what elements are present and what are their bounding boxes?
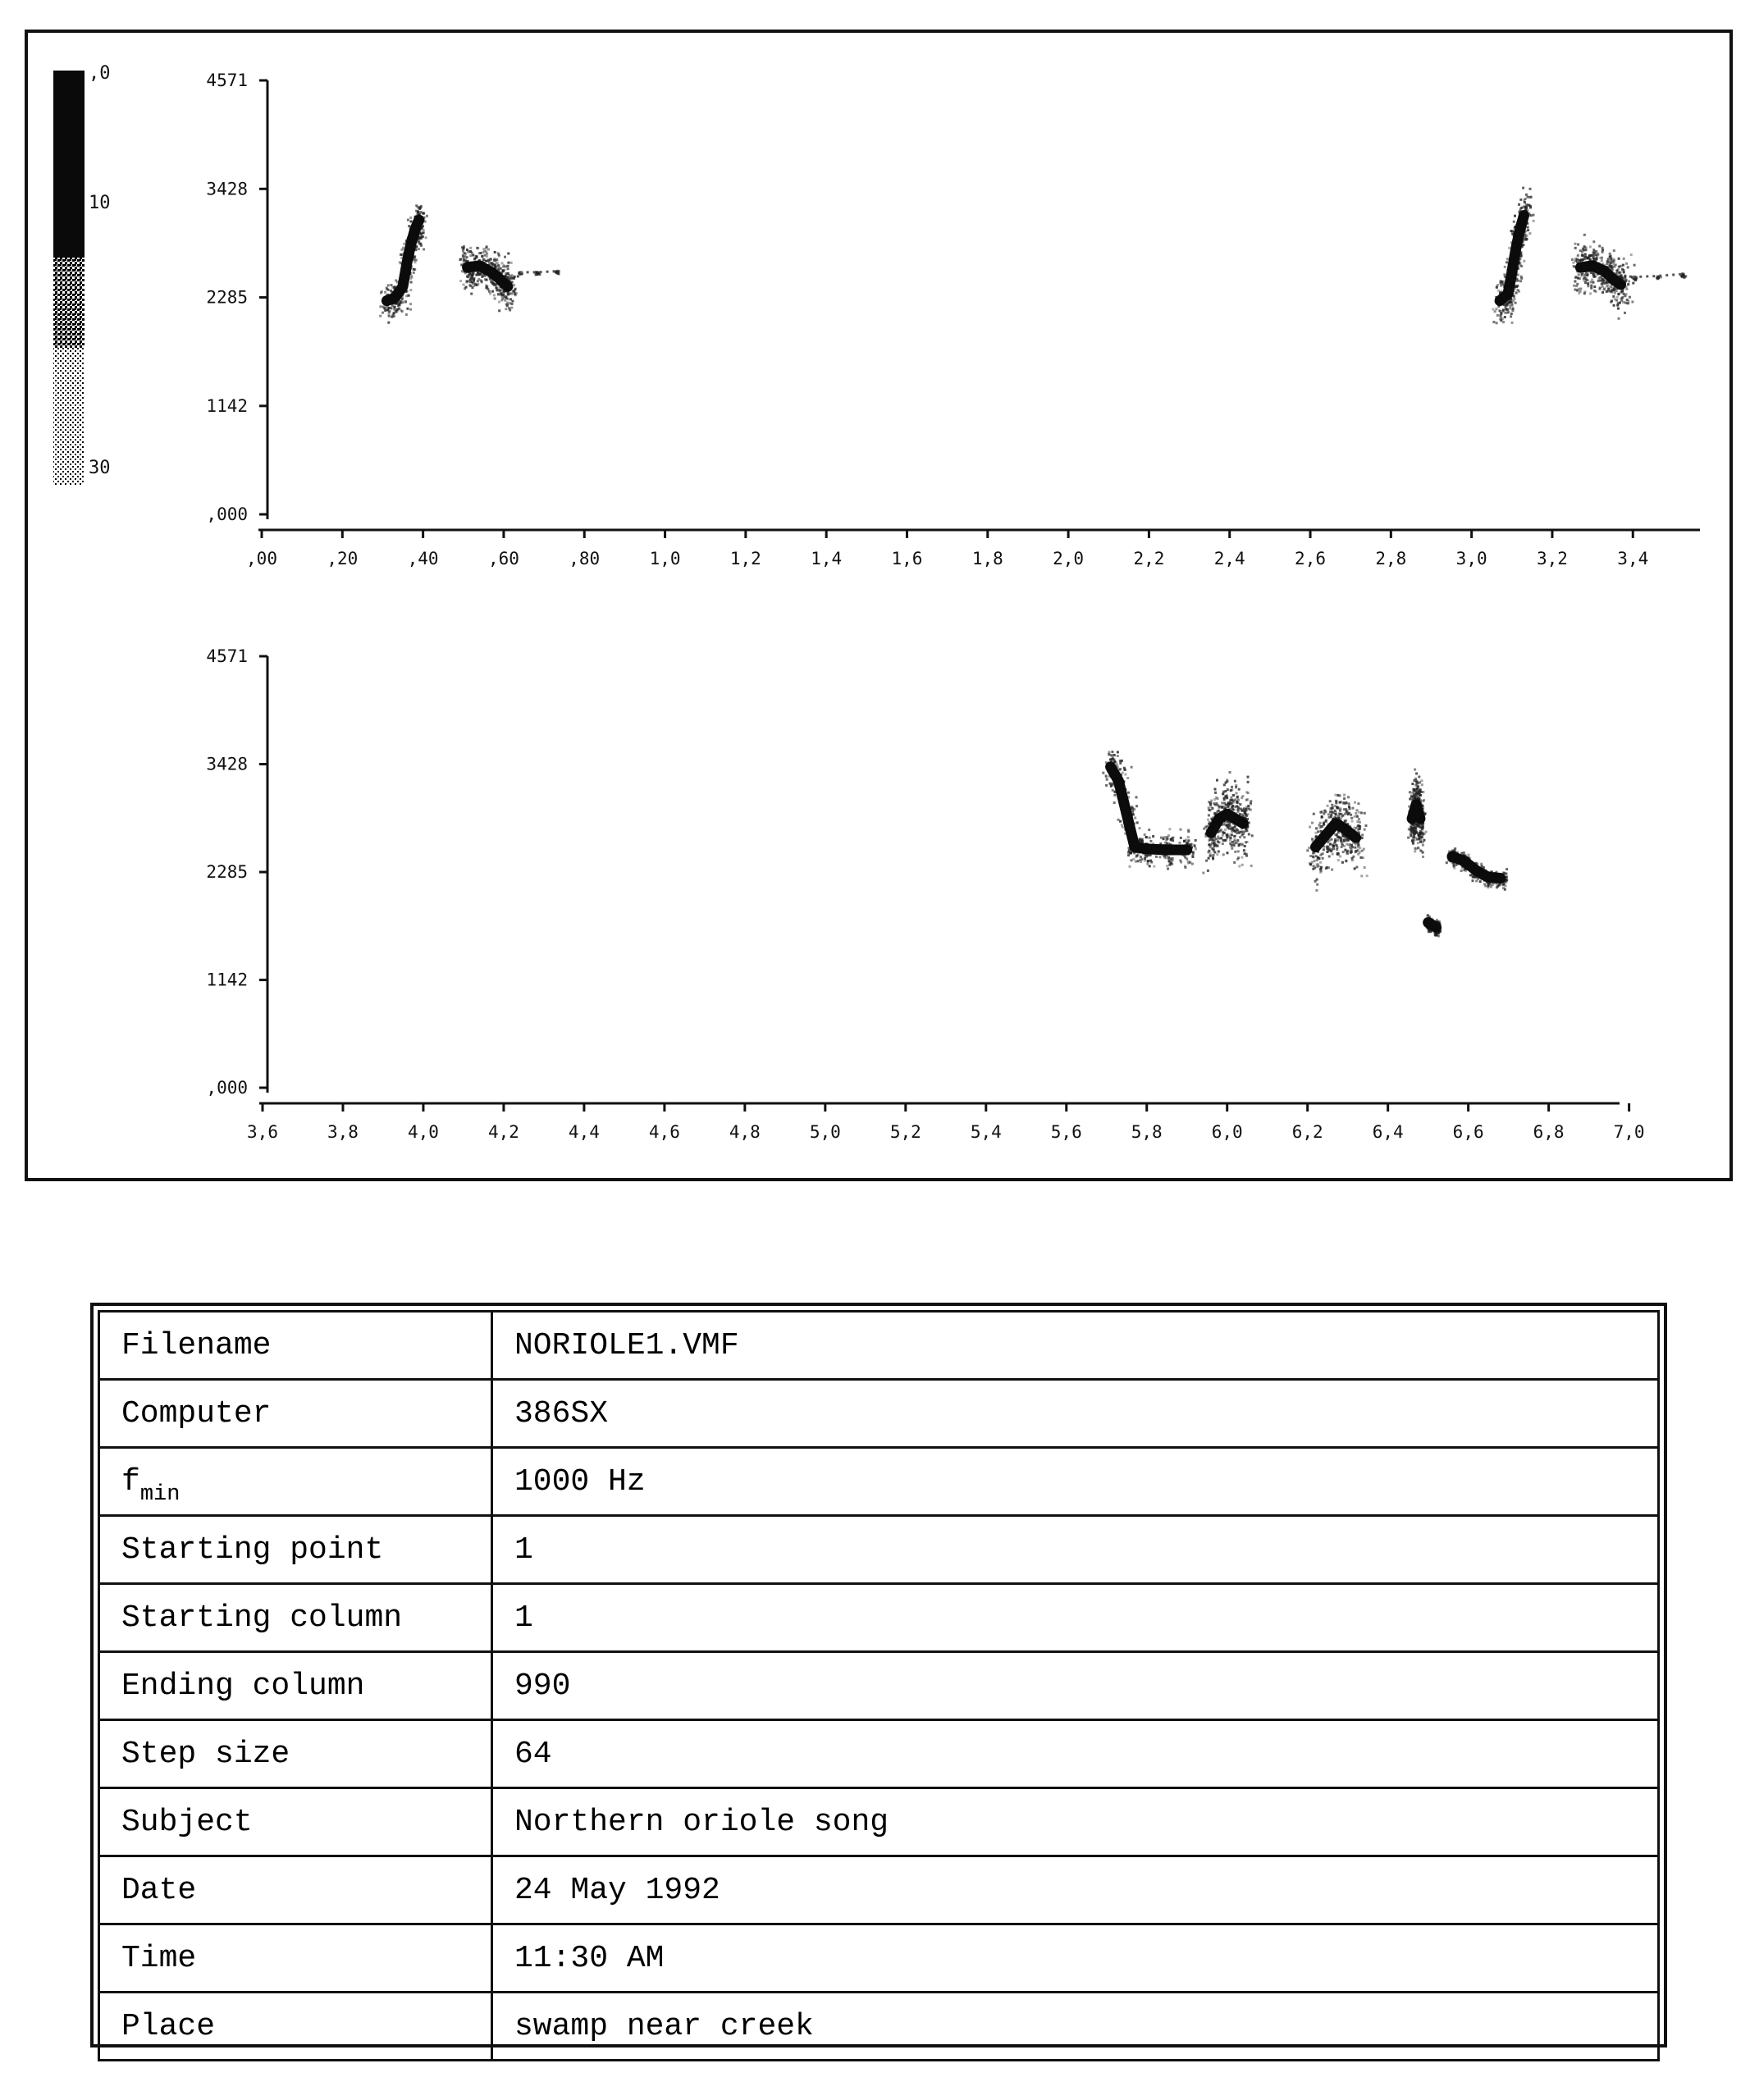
row-value-starting-point: 1: [492, 1516, 1659, 1584]
table-row: [99, 1380, 1659, 1448]
x-tick-label: 3,0: [1455, 549, 1487, 568]
fmin-subscript: min: [139, 1481, 180, 1507]
fmin-symbol: f: [121, 1463, 140, 1500]
row-label-filename: Filename: [99, 1312, 492, 1380]
y-tick-label: 4571: [206, 646, 248, 666]
x-tick-label: 1,6: [891, 549, 923, 568]
x-tick-label: 3,8: [327, 1122, 359, 1142]
table-row: [99, 1856, 1659, 1924]
x-tick-label: 3,4: [1617, 549, 1649, 568]
row-label-starting-column: Starting column: [99, 1584, 492, 1652]
legend-label-30: 30: [89, 458, 111, 478]
x-tick-label: 5,8: [1131, 1122, 1163, 1142]
legend-label-10: 10: [89, 193, 111, 213]
table-row: [99, 1924, 1659, 1993]
row-label-starting-point: Starting point: [99, 1516, 492, 1584]
x-tick-label: 6,8: [1533, 1122, 1565, 1142]
syllable-mark: [1425, 914, 1442, 937]
spectrogram-canvas: [28, 33, 1729, 1178]
row-label-place: Place: [99, 1993, 492, 2061]
syllable-mark: [518, 270, 560, 276]
spectrogram-figure: [25, 30, 1733, 1181]
row-value-computer: 386SX: [492, 1380, 1659, 1448]
table-row: [99, 1584, 1659, 1652]
legend-label-0: ,0: [89, 63, 111, 84]
row-value-time: 11:30 AM: [492, 1924, 1659, 1993]
syllable-mark: [1631, 272, 1687, 281]
y-tick-label: 3428: [206, 179, 248, 199]
x-tick-label: 2,8: [1375, 549, 1407, 568]
row-label-computer: Computer: [99, 1380, 492, 1448]
x-tick-label: 2,0: [1053, 549, 1085, 568]
x-tick-label: ,40: [407, 549, 439, 568]
x-tick-label: ,60: [487, 549, 519, 568]
x-tick-label: 6,0: [1211, 1122, 1243, 1142]
syllable-mark: [1571, 234, 1636, 320]
x-tick-label: 6,2: [1291, 1122, 1323, 1142]
x-tick-label: 4,4: [568, 1122, 600, 1142]
x-tick-label: 1,8: [971, 549, 1003, 568]
x-tick-label: 5,4: [970, 1122, 1002, 1142]
y-tick-label: 2285: [206, 862, 248, 883]
x-tick-label: 4,0: [407, 1122, 439, 1142]
y-tick-label: ,000: [206, 504, 248, 524]
x-tick-label: 2,2: [1133, 549, 1165, 568]
x-tick-label: 5,0: [809, 1122, 841, 1142]
syllable-mark: [1202, 771, 1253, 874]
row-value-subject: Northern oriole song: [492, 1788, 1659, 1856]
y-tick-label: 3428: [206, 754, 248, 774]
x-tick-label: 4,8: [729, 1122, 761, 1142]
row-value-date: 24 May 1992: [492, 1856, 1659, 1924]
y-tick-label: 4571: [206, 71, 248, 90]
table-row: [99, 1652, 1659, 1720]
row-value-step-size: 64: [492, 1720, 1659, 1788]
row-label-step-size: Step size: [99, 1720, 492, 1788]
x-tick-label: ,00: [246, 549, 277, 568]
table-row: [99, 1720, 1659, 1788]
row-label-subject: Subject: [99, 1788, 492, 1856]
x-tick-label: 6,6: [1452, 1122, 1484, 1142]
x-tick-label: 3,6: [247, 1122, 278, 1142]
table-row: [99, 1312, 1659, 1380]
row-value-starting-column: 1: [492, 1584, 1659, 1652]
row-label-date: Date: [99, 1856, 492, 1924]
table-row: [99, 1788, 1659, 1856]
x-tick-label: 1,4: [811, 549, 843, 568]
table-row: [99, 1448, 1659, 1516]
row-label-fmin: [99, 1448, 492, 1516]
row-label-ending-column: Ending column: [99, 1652, 492, 1720]
x-tick-label: ,80: [569, 549, 601, 568]
x-tick-label: 4,6: [648, 1122, 680, 1142]
y-tick-label: 1142: [206, 395, 248, 416]
table-row: [99, 1516, 1659, 1584]
row-label-time: Time: [99, 1924, 492, 1993]
x-tick-label: 3,2: [1536, 549, 1568, 568]
y-tick-label: 2285: [206, 287, 248, 308]
y-tick-label: 1142: [206, 970, 248, 990]
x-tick-label: 2,4: [1213, 549, 1245, 568]
x-tick-label: 5,6: [1050, 1122, 1082, 1142]
row-value-filename: NORIOLE1.VMF: [492, 1312, 1659, 1380]
syllable-mark: [1306, 794, 1368, 892]
x-tick-label: 6,4: [1372, 1122, 1404, 1142]
legend-bar-light: [53, 348, 85, 486]
legend-bar-mid: [53, 258, 85, 348]
spectrogram-panel-top: [206, 71, 1700, 568]
x-tick-label: 1,0: [649, 549, 681, 568]
table-row: [99, 1993, 1659, 2061]
x-tick-label: 4,2: [487, 1122, 519, 1142]
spectrogram-panel-bottom: [206, 646, 1644, 1142]
parameter-table: [90, 1303, 1667, 2048]
row-value-ending-column: 990: [492, 1652, 1659, 1720]
syllable-mark: [459, 245, 519, 312]
syllable-mark: [1446, 847, 1508, 891]
row-value-place: swamp near creek: [492, 1993, 1659, 2061]
y-tick-label: ,000: [206, 1078, 248, 1098]
x-tick-label: 7,0: [1613, 1122, 1645, 1142]
syllable-mark: [379, 204, 428, 324]
row-value-fmin: 1000 Hz: [492, 1448, 1659, 1516]
parameter-table-grid: [98, 1310, 1660, 2061]
legend-bar-dark: [53, 71, 85, 258]
syllable-mark: [1407, 769, 1428, 858]
syllable-mark: [1492, 187, 1534, 325]
x-tick-label: ,20: [327, 549, 359, 568]
x-tick-label: 1,2: [729, 549, 761, 568]
syllable-mark: [1102, 751, 1197, 870]
intensity-legend: [53, 63, 111, 486]
x-tick-label: 5,2: [889, 1122, 921, 1142]
x-tick-label: 2,6: [1295, 549, 1326, 568]
